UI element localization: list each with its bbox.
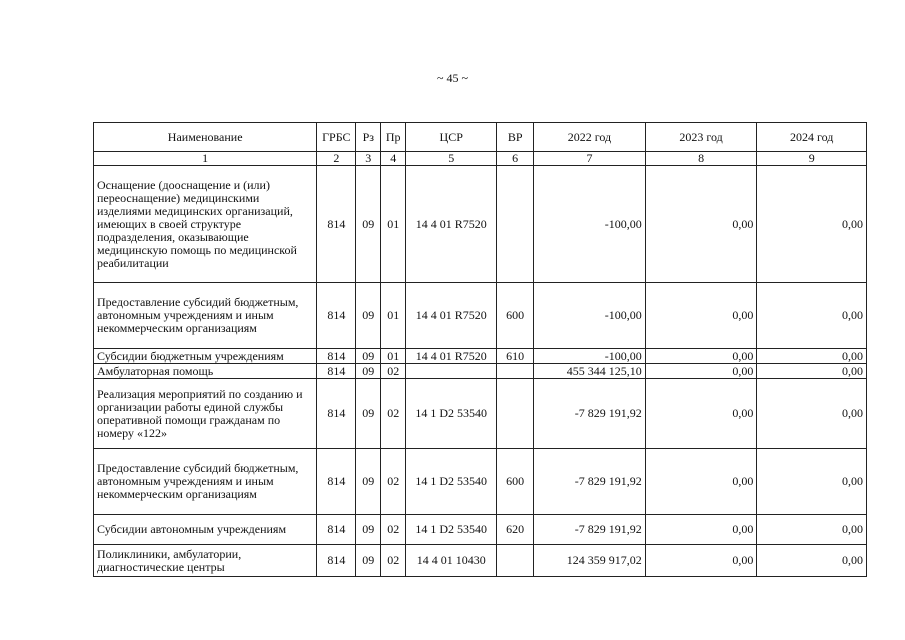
index-cell: 8 <box>645 152 757 166</box>
row-pr: 02 <box>381 379 406 449</box>
index-cell: 4 <box>381 152 406 166</box>
row-vr: 600 <box>497 449 534 515</box>
row-name: Субсидии автономным учреждениям <box>94 515 317 545</box>
row-csr: 14 4 01 R7520 <box>406 283 497 349</box>
row-grbs: 814 <box>317 166 356 283</box>
row-csr: 14 4 01 10430 <box>406 545 497 577</box>
row-2023: 0,00 <box>645 364 757 379</box>
header-pr: Пр <box>381 123 406 152</box>
table-row <box>94 283 867 349</box>
row-2022: -7 829 191,92 <box>534 379 646 449</box>
row-rz: 09 <box>356 545 381 577</box>
row-vr: 620 <box>497 515 534 545</box>
row-2022: -100,00 <box>534 349 646 364</box>
header-grbs: ГРБС <box>317 123 356 152</box>
index-cell: 7 <box>534 152 646 166</box>
row-grbs: 814 <box>317 283 356 349</box>
header-row <box>94 123 867 152</box>
row-pr: 02 <box>381 545 406 577</box>
row-name: Субсидии бюджетным учреждениям <box>94 349 317 364</box>
table-row <box>94 379 867 449</box>
row-grbs: 814 <box>317 449 356 515</box>
row-pr: 02 <box>381 515 406 545</box>
page-number: ~ 45 ~ <box>437 71 468 85</box>
row-name: Предоставление субсидий бюджетным, автономным учреждениям и иным некоммерческим организациям <box>94 449 317 515</box>
row-grbs: 814 <box>317 379 356 449</box>
header-vr: ВР <box>497 123 534 152</box>
row-2022: -7 829 191,92 <box>534 449 646 515</box>
header-name: Наименование <box>94 123 317 152</box>
row-grbs: 814 <box>317 545 356 577</box>
row-vr: 610 <box>497 349 534 364</box>
row-2024: 0,00 <box>757 449 867 515</box>
table-row <box>94 364 867 379</box>
row-2022: 124 359 917,02 <box>534 545 646 577</box>
row-csr: 14 1 D2 53540 <box>406 379 497 449</box>
row-pr: 01 <box>381 166 406 283</box>
row-vr <box>497 166 534 283</box>
index-cell: 1 <box>94 152 317 166</box>
header-2024: 2024 год <box>757 123 867 152</box>
header-csr: ЦСР <box>406 123 497 152</box>
row-vr <box>497 545 534 577</box>
row-csr: 14 1 D2 53540 <box>406 449 497 515</box>
index-cell: 9 <box>757 152 867 166</box>
row-2023: 0,00 <box>645 283 757 349</box>
row-2023: 0,00 <box>645 545 757 577</box>
row-name: Предоставление субсидий бюджетным, автономным учреждениям и иным некоммерческим организациям <box>94 283 317 349</box>
row-csr <box>406 364 497 379</box>
row-2024: 0,00 <box>757 283 867 349</box>
index-cell: 6 <box>497 152 534 166</box>
row-csr: 14 4 01 R7520 <box>406 349 497 364</box>
header-2022: 2022 год <box>534 123 646 152</box>
row-2024: 0,00 <box>757 545 867 577</box>
row-vr: 600 <box>497 283 534 349</box>
row-vr <box>497 364 534 379</box>
row-name: Оснащение (дооснащение и (или) переоснащение) медицинскими изделиями медицинских организаций, имеющих в своей структуре подразделения, оказывающие медицинскую помощь по медицинской реабилитации <box>94 166 317 283</box>
row-2023: 0,00 <box>645 449 757 515</box>
row-2024: 0,00 <box>757 515 867 545</box>
row-2022: -100,00 <box>534 166 646 283</box>
row-2024: 0,00 <box>757 364 867 379</box>
row-2023: 0,00 <box>645 349 757 364</box>
budget-table <box>93 122 867 577</box>
row-pr: 01 <box>381 349 406 364</box>
row-pr: 02 <box>381 449 406 515</box>
table-row <box>94 515 867 545</box>
row-2023: 0,00 <box>645 379 757 449</box>
row-2022: -7 829 191,92 <box>534 515 646 545</box>
row-rz: 09 <box>356 349 381 364</box>
row-rz: 09 <box>356 379 381 449</box>
header-2023: 2023 год <box>645 123 757 152</box>
row-grbs: 814 <box>317 349 356 364</box>
row-rz: 09 <box>356 364 381 379</box>
row-name: Поликлиники, амбулатории, диагностические центры <box>94 545 317 577</box>
column-index-row <box>94 152 867 166</box>
row-name: Амбулаторная помощь <box>94 364 317 379</box>
row-csr: 14 4 01 R7520 <box>406 166 497 283</box>
row-2022: 455 344 125,10 <box>534 364 646 379</box>
row-2022: -100,00 <box>534 283 646 349</box>
row-2023: 0,00 <box>645 515 757 545</box>
header-rz: Рз <box>356 123 381 152</box>
row-rz: 09 <box>356 283 381 349</box>
table-row <box>94 545 867 577</box>
index-cell: 2 <box>317 152 356 166</box>
row-rz: 09 <box>356 515 381 545</box>
row-rz: 09 <box>356 166 381 283</box>
row-2024: 0,00 <box>757 379 867 449</box>
row-vr <box>497 379 534 449</box>
row-2024: 0,00 <box>757 349 867 364</box>
row-2023: 0,00 <box>645 166 757 283</box>
row-pr: 02 <box>381 364 406 379</box>
row-pr: 01 <box>381 283 406 349</box>
row-rz: 09 <box>356 449 381 515</box>
table-row <box>94 349 867 364</box>
row-grbs: 814 <box>317 515 356 545</box>
table-row <box>94 166 867 283</box>
table-row <box>94 449 867 515</box>
row-csr: 14 1 D2 53540 <box>406 515 497 545</box>
row-name: Реализация мероприятий по созданию и организации работы единой службы оперативной помощи гражданам по номеру «122» <box>94 379 317 449</box>
index-cell: 5 <box>406 152 497 166</box>
row-2024: 0,00 <box>757 166 867 283</box>
row-grbs: 814 <box>317 364 356 379</box>
index-cell: 3 <box>356 152 381 166</box>
